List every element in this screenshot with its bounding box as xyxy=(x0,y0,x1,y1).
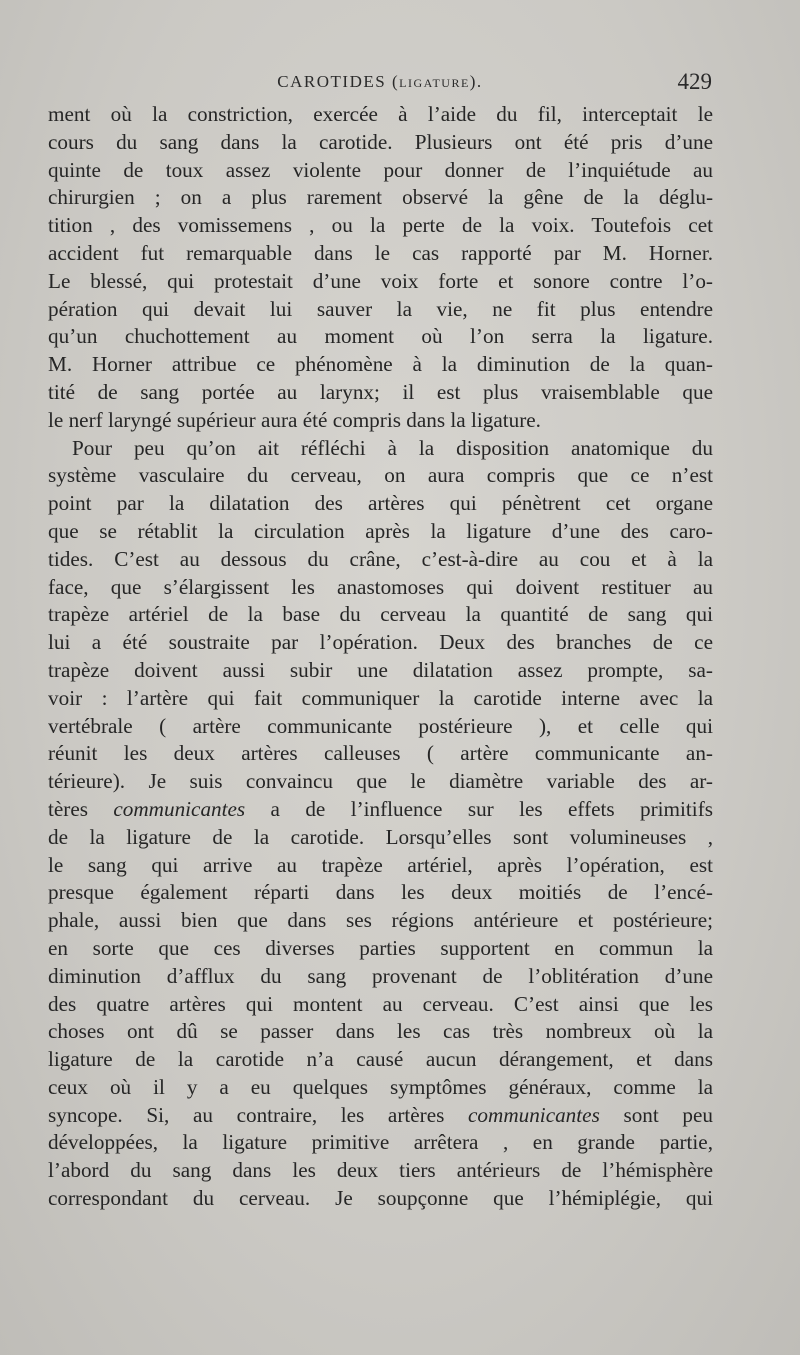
text-line: tition , des vomissemens , ou la perte de la voix. Toutefois cet xyxy=(48,213,713,238)
text-line: M. Horner attribue ce phénomène à la diminution de la quan- xyxy=(48,352,713,377)
text-line: cours du sang dans la carotide. Plusieurs ont été pris d’une xyxy=(48,129,713,154)
text-line: l’abord du sang dans les deux tiers antérieurs de l’hémisphère xyxy=(48,1158,713,1183)
text-line: le nerf laryngé supérieur aura été compris dans la ligature. xyxy=(48,407,541,432)
text-line: système vasculaire du cerveau, on aura compris que ce n’est xyxy=(48,463,713,488)
page-number: 429 xyxy=(677,69,712,94)
text-line: tides. C’est au dessous du crâne, c’est-à-dire au cou et à la xyxy=(48,546,713,571)
text-line: ligature de la carotide n’a causé aucun dérangement, et dans xyxy=(48,1047,713,1072)
text-line: correspondant du cerveau. Je soupçonne que l’hémiplégie, qui xyxy=(48,1186,713,1211)
text-line: vertébrale ( artère communicante postérieure ), et celle qui xyxy=(48,713,713,738)
text-line: térieure). Je suis convaincu que le diamètre variable des ar- xyxy=(48,769,713,794)
text-line: ment où la constriction, exercée à l’aide du fil, interceptait le xyxy=(48,102,713,126)
text-line: point par la dilatation des artères qui pénètrent cet organe xyxy=(48,491,713,516)
text-line xyxy=(48,1102,713,1130)
text-line: chirurgien ; on a plus rarement observé la gêne de la déglu- xyxy=(48,185,713,210)
running-title-sub: (ligature). xyxy=(391,72,483,91)
text-segment: a de l’influence sur les effets primitifs xyxy=(245,796,713,821)
text-line: voir : l’artère qui fait communiquer la carotide interne avec la xyxy=(48,685,713,710)
text-line: tité de sang portée au larynx; il est plus vraisemblable que xyxy=(48,379,713,404)
text-line: développées, la ligature primitive arrêtera , en grande partie, xyxy=(48,1130,713,1155)
text-line xyxy=(48,796,713,824)
text-line: ceux où il y a eu quelques symptômes généraux, comme la xyxy=(48,1074,713,1099)
text-line: en sorte que ces diverses parties supportent en commun la xyxy=(48,935,713,960)
text-line: presque également réparti dans les deux moitiés de l’encé- xyxy=(48,880,713,905)
running-head xyxy=(48,69,712,102)
text-line: qu’un chuchottement au moment où l’on serra la ligature. xyxy=(48,324,713,349)
text-line: Pour peu qu’on ait réfléchi à la disposition anatomique du xyxy=(72,435,713,460)
running-title xyxy=(48,72,712,92)
text-line: que se rétablit la circulation après la ligature d’une des caro- xyxy=(48,518,713,543)
text-segment: sont peu xyxy=(599,1102,713,1127)
text-line: trapèze artériel de la base du cerveau la quantité de sang qui xyxy=(48,602,713,627)
text-line: accident fut remarquable dans le cas rapporté par M. Horner. xyxy=(48,240,713,265)
text-line: des quatre artères qui montent au cerveau. C’est ainsi que les xyxy=(48,991,713,1016)
text-line: choses ont dû se passer dans les cas très nombreux où la xyxy=(48,1019,713,1044)
text-line: de la ligature de la carotide. Lorsqu’elles sont volumineuses , xyxy=(48,824,713,849)
text-line: réunit les deux artères calleuses ( artère communicante an- xyxy=(48,741,713,766)
running-title-main: CAROTIDES xyxy=(277,72,387,91)
text-segment: syncope. Si, au contraire, les artères xyxy=(48,1102,469,1127)
text-line: lui a été soustraite par l’opération. Deux des branches de ce xyxy=(48,630,713,655)
text-line: phale, aussi bien que dans ses régions antérieure et postérieure; xyxy=(48,908,713,933)
text-segment: tères xyxy=(48,796,114,821)
italic-term: communicantes xyxy=(113,796,246,821)
text-line: le sang qui arrive au trapèze artériel, après l’opération, est xyxy=(48,852,713,877)
text-line: face, que s’élargissent les anastomoses qui doivent restituer au xyxy=(48,574,713,599)
text-line: quinte de toux assez violente pour donner de l’inquiétude au xyxy=(48,157,713,182)
body-text xyxy=(48,101,713,1213)
text-line: diminution d’afflux du sang provenant de l’oblitération d’une xyxy=(48,963,713,988)
text-line: Le blessé, qui protestait d’une voix forte et sonore contre l’o- xyxy=(48,268,713,293)
text-line: pération qui devait lui sauver la vie, ne fit plus entendre xyxy=(48,296,713,321)
italic-term: communicantes xyxy=(468,1102,600,1127)
text-line: trapèze doivent aussi subir une dilatation assez prompte, sa- xyxy=(48,657,713,682)
